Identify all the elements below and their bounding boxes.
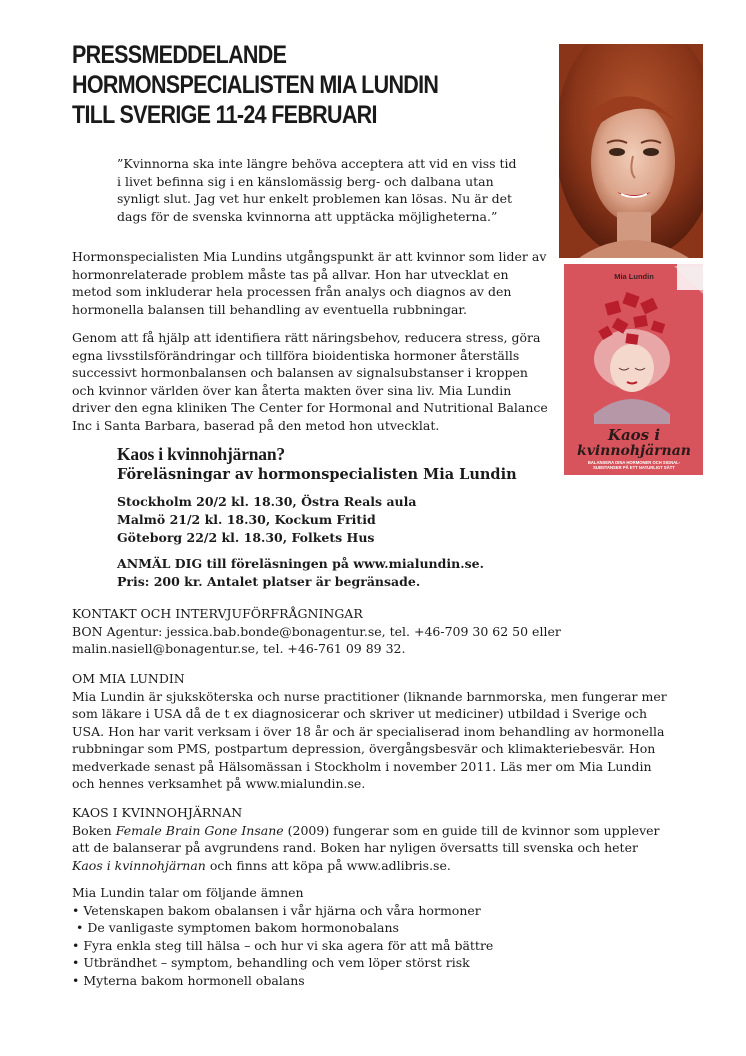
intro-paragraph: Hormonspecialisten Mia Lundins utgångspunkt är att kvinnor som lider av hormonrelaterade problem måste tas på allvar. Hon har utvecklat en metod som inkluderar hela processen från analys och diagnos av den hormonella balansen till behandling av eventuella rubbningar. (72, 249, 547, 317)
list-item: • Myterna bakom hormonell obalans (72, 972, 305, 988)
method-paragraph: Genom att få hjälp att identifiera rätt näringsbehov, reducera stress, göra egna livsstilsförändringar och tillföra bioidentiska hormoner återställs successivt hormonbalansen och balansen av signalsubstanser i kroppen och kvinnor världen över kan återta makten över sina liv. Mia Lundin driver den egna kliniken The Center for Hormonal and Nutritional Balance Inc i Santa Barbara, baserad på den metod hon utvecklat. (72, 330, 548, 433)
book-title-en: Female Brain Gone Insane (115, 822, 284, 838)
title-line: HORMONSPECIALISTEN MIA LUNDIN (72, 71, 439, 99)
portrait-photo (559, 44, 703, 258)
book-text (72, 822, 672, 875)
topics-heading: Mia Lundin talar om följande ämnen (72, 885, 304, 900)
list-item: • Utbrändhet – symptom, behandling och vem löper störst risk (72, 955, 470, 970)
book-subtitle-line: SUBSTANSER PÅ ETT NATURLIGT SÄTT (593, 465, 675, 470)
book-title-line: Kaos i (607, 426, 661, 444)
list-item: • De vanligaste symptomen bakom hormonobalans (72, 920, 399, 935)
intro-quote: ”Kvinnorna ska inte längre behöva acceptera att vid en viss tid i livet befinna sig i en känslomässig berg- och dalbana utan synligt slut. Jag vet hur enkelt problemen kan lösas. Nu är det dags för de svenska kvinnorna att upptäcka möjligheterna.” (117, 156, 517, 224)
list-item: • Vetenskapen bakom obalansen i vår hjärna och våra hormoner (72, 902, 481, 918)
lectures-heading: Kaos i kvinnohjärnan? (117, 444, 285, 464)
about-section (72, 670, 672, 793)
book-author: Mia Lundin (614, 272, 654, 281)
topics-section (72, 884, 672, 989)
topics-list (72, 902, 672, 990)
book-cover-illustration (564, 264, 703, 475)
contact-line: BON Agentur: jessica.bab.bonde@bonagentur.se, tel. +46-709 30 62 50 eller (72, 623, 561, 639)
book-heading: KAOS I KVINNOHJÄRNAN (72, 805, 243, 820)
title-line: PRESSMEDDELANDE (72, 41, 287, 69)
contact-section (72, 605, 672, 658)
list-item: • Fyra enkla steg till hälsa – och hur vi ska agera för att må bättre (72, 937, 494, 953)
about-text: Mia Lundin är sjuksköterska och nurse practitioner (liknande barnmorska, men fungerar mer som läkare i USA då de t ex diagnosicerar och skriver ut mediciner) utbildad i Sverige och USA. Hon har varit verksam i över 18 år och är specialiserad inom behandling av hormonella rubbningar som PMS, postpartum depression, övergångsbesvär och klimakteriebesvär. Hon medverkade senast på Hälsomässan i Stockholm i november 2011. Läs mer om Mia Lundin och hennes verksamhet på www.mialundin.se. (72, 688, 667, 791)
about-heading: OM MIA LUNDIN (72, 671, 185, 686)
book-face (610, 344, 654, 392)
page-title (72, 40, 476, 130)
book-section (72, 804, 672, 874)
lecture-event: Stockholm 20/2 kl. 18.30, Östra Reals aula (117, 494, 417, 509)
book-subtitle-line: BALANSERA DINA HORMONER OCH SIGNAL- (587, 460, 681, 465)
book-title-sv: Kaos i kvinnohjärnan (72, 857, 206, 873)
lectures-block (117, 443, 557, 591)
lecture-events (117, 493, 557, 547)
contact-line: malin.nasiell@bonagentur.se, tel. +46-761 09 89 32. (72, 641, 406, 656)
price-line: Pris: 200 kr. Antalet platser är begränsade. (117, 574, 421, 589)
book-cover (564, 264, 703, 475)
registration-line: ANMÄL DIG till föreläsningen på www.mialundin.se. (117, 556, 484, 571)
lecture-event: Göteborg 22/2 kl. 18.30, Folkets Hus (117, 530, 375, 545)
book-text-part: Boken (72, 822, 116, 838)
contact-heading: KONTAKT OCH INTERVJUFÖRFRÅGNINGAR (72, 606, 363, 621)
registration-info (117, 555, 557, 591)
lectures-subheading: Föreläsningar av hormonspecialisten Mia Lundin (117, 466, 517, 483)
portrait-illustration (559, 44, 703, 258)
book-text-part: (2009) fungerar som en guide till de kvinnor som upplever att de balanserar på avgrundens rand. Boken har nyligen översatts till svenska och heter (72, 822, 660, 855)
title-line: TILL SVERIGE 11-24 FEBRUARI (72, 101, 377, 129)
lecture-event: Malmö 21/2 kl. 18.30, Kockum Fritid (117, 512, 376, 527)
book-title-line: kvinnohjärnan (577, 443, 691, 459)
book-text-part: och finns att köpa på www.adlibris.se. (205, 857, 451, 873)
